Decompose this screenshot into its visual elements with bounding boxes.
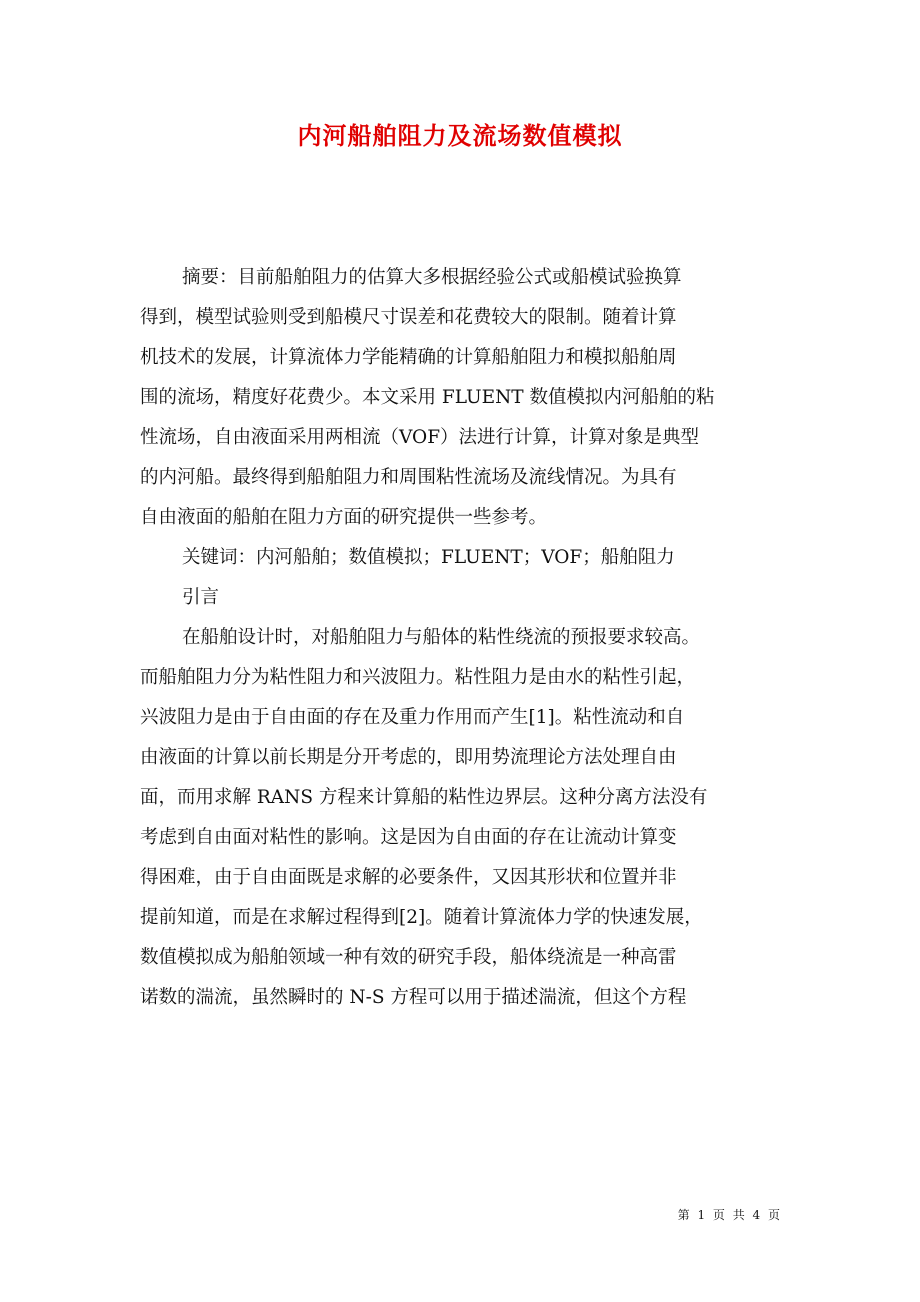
keywords-line: 关键词：内河船舶；数值模拟；FLUENT；VOF；船舶阻力 — [182, 547, 675, 568]
paragraph-line: 在船舶设计时，对船舶阻力与船体的粘性绕流的预报要求较高。 — [182, 627, 701, 648]
abstract-line: 围的流场，精度好花费少。本文采用 FLUENT 数值模拟内河船舶的粘 — [140, 387, 715, 408]
abstract-line: 性流场，自由液面采用两相流（VOF）法进行计算，计算对象是典型 — [140, 427, 700, 448]
paragraph-line: 由液面的计算以前长期是分开考虑的，即用势流理论方法处理自由 — [140, 747, 677, 768]
abstract-line: 的内河船。最终得到船舶阻力和周围粘性流场及流线情况。为具有 — [140, 467, 677, 488]
paragraph-line: 面，而用求解 RANS 方程来计算船的粘性边界层。这种分离方法没有 — [140, 787, 708, 808]
paragraph-line: 兴波阻力是由于自由面的存在及重力作用而产生[1]。粘性流动和自 — [140, 707, 685, 728]
paragraph-line: 诺数的湍流，虽然瞬时的 N-S 方程可以用于描述湍流，但这个方程 — [140, 987, 687, 1008]
abstract-line: 得到，模型试验则受到船模尺寸误差和花费较大的限制。随着计算 — [140, 307, 677, 328]
abstract-line: 机技术的发展，计算流体力学能精确的计算船舶阻力和模拟船舶周 — [140, 347, 677, 368]
paragraph-line: 考虑到自由面对粘性的影响。这是因为自由面的存在让流动计算变 — [140, 827, 677, 848]
abstract-line: 摘要：目前船舶阻力的估算大多根据经验公式或船模试验换算 — [182, 267, 682, 288]
abstract-line: 自由液面的船舶在阻力方面的研究提供一些参考。 — [140, 507, 548, 528]
paragraph-line: 得困难，由于自由面既是求解的必要条件，又因其形状和位置并非 — [140, 867, 677, 888]
body-text — [140, 258, 780, 1018]
page-title: 内河船舶阻力及流场数值模拟 — [297, 121, 623, 150]
paragraph-line: 数值模拟成为船舶领域一种有效的研究手段，船体绕流是一种高雷 — [140, 947, 677, 968]
paragraph-line: 提前知道，而是在求解过程得到[2]。随着计算流体力学的快速发展， — [140, 907, 703, 928]
page-footer: 第 1 页 共 4 页 — [677, 1208, 780, 1222]
paragraph-line: 而船舶阻力分为粘性阻力和兴波阻力。粘性阻力是由水的粘性引起， — [140, 667, 696, 688]
section-heading: 引言 — [182, 587, 220, 608]
